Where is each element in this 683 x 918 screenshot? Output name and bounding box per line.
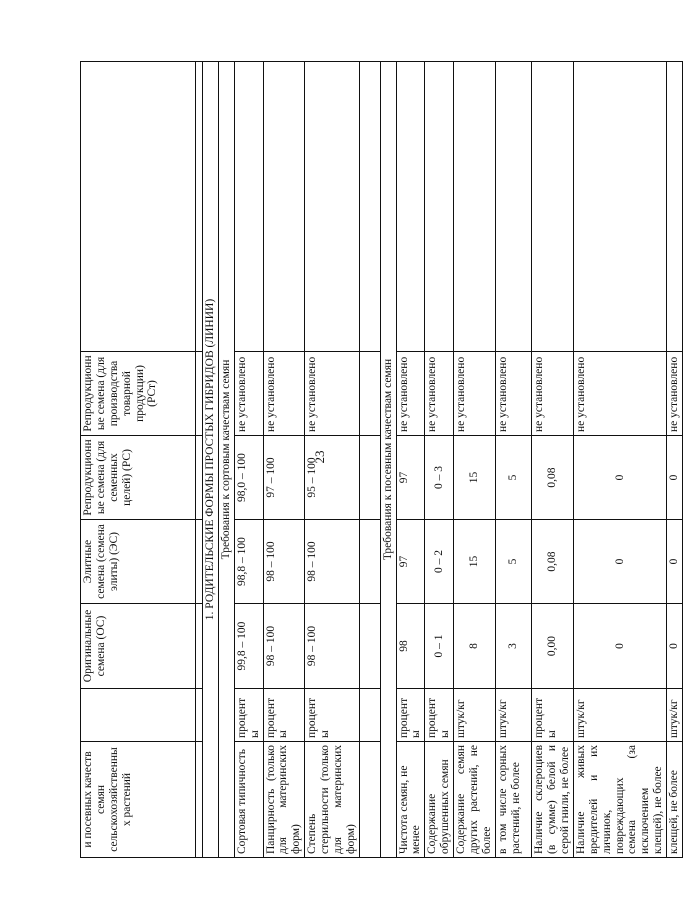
row-unit: штук/кг xyxy=(667,689,683,742)
value-rst: не установлено xyxy=(263,352,305,436)
value-os: 98 – 100 xyxy=(263,604,305,689)
value-es: 98 – 100 xyxy=(305,520,360,604)
value-rst: не установлено xyxy=(234,352,263,436)
value-os: 98 xyxy=(396,604,425,689)
value-rst: не установлено xyxy=(667,352,683,436)
varietal-title: Требования к сортовым качествам семян xyxy=(218,62,234,858)
value-es: 0 xyxy=(667,520,683,604)
value-rst: не установлено xyxy=(495,352,531,436)
value-rst: не установлено xyxy=(573,352,666,436)
row-name: в том числе сорных растений, не более xyxy=(495,742,531,858)
row-unit: проценты xyxy=(263,689,305,742)
table-row xyxy=(425,62,454,858)
value-os: 0 – 1 xyxy=(425,604,454,689)
row-name: Чистота семян, не менее xyxy=(396,742,425,858)
header-elite-seeds: Элитные семена (семена элиты) (ЭС) xyxy=(81,520,196,604)
row-unit: проценты xyxy=(234,689,263,742)
row-unit: проценты xyxy=(531,689,573,742)
value-os: 99,8 – 100 xyxy=(234,604,263,689)
value-os: 3 xyxy=(495,604,531,689)
value-rst: не установлено xyxy=(425,352,454,436)
row-name: Содержание семян других растений, не более xyxy=(454,742,496,858)
value-rs: 98,0 – 100 xyxy=(234,436,263,520)
value-rs: 95 – 100 xyxy=(305,436,360,520)
row-name: Панцирность (только для материнских форм) xyxy=(263,742,305,858)
row-unit: штук/кг xyxy=(454,689,496,742)
table-row xyxy=(305,62,360,858)
value-rs: 97 xyxy=(396,436,425,520)
section-title-row xyxy=(203,62,219,858)
table-row xyxy=(531,62,573,858)
row-unit: проценты xyxy=(305,689,360,742)
value-rst: не установлено xyxy=(396,352,425,436)
row-name: Наличие живых вредителей и их личинок, повреждающих семена (за исключением клещей), не более xyxy=(573,742,666,858)
value-es: 15 xyxy=(454,520,496,604)
value-rs: 0,08 xyxy=(531,436,573,520)
spacer-row xyxy=(196,62,203,858)
table-row xyxy=(454,62,496,858)
header-unit xyxy=(81,689,196,742)
row-name: Сортовая типичность xyxy=(234,742,263,858)
value-rst: не установлено xyxy=(305,352,360,436)
value-os: 0 xyxy=(573,604,666,689)
value-es: 98,8 – 100 xyxy=(234,520,263,604)
row-name: Наличие склероциев (в сумме) белой и серой гнили, не более xyxy=(531,742,573,858)
value-es: 97 xyxy=(396,520,425,604)
value-os: 8 xyxy=(454,604,496,689)
table-row xyxy=(667,62,683,858)
seed-requirements-table xyxy=(80,61,683,858)
row-unit: штук/кг xyxy=(495,689,531,742)
value-os: 0,00 xyxy=(531,604,573,689)
header-indicator: и посевных качеств семян сельскохозяйственных растений xyxy=(81,742,196,858)
rotated-table-container xyxy=(80,62,680,858)
value-es: 0 xyxy=(573,520,666,604)
row-name: Содержание обрушенных семян xyxy=(425,742,454,858)
header-reproduction-commercial-seeds: Репродукционные семена (для производства товарной продукции) (РСт) xyxy=(81,352,196,436)
value-rst: не установлено xyxy=(454,352,496,436)
value-os: 0 xyxy=(667,604,683,689)
value-os: 98 – 100 xyxy=(305,604,360,689)
value-es: 5 xyxy=(495,520,531,604)
header-blank xyxy=(81,62,196,352)
row-name: Степень стерильности (только для материнских форм) xyxy=(305,742,360,858)
table-row xyxy=(396,62,425,858)
sowing-title: Требования к посевным качествам семян xyxy=(380,62,396,858)
header-original-seeds: Оригинальные семена (ОС) xyxy=(81,604,196,689)
value-es: 0,08 xyxy=(531,520,573,604)
value-rst: не установлено xyxy=(531,352,573,436)
table-header-row xyxy=(81,62,196,858)
value-es: 0 – 2 xyxy=(425,520,454,604)
row-unit: проценты xyxy=(396,689,425,742)
value-rs: 5 xyxy=(495,436,531,520)
rotated-page-area xyxy=(80,62,680,858)
table-row xyxy=(234,62,263,858)
row-name: клещей, не более xyxy=(667,742,683,858)
row-unit: штук/кг xyxy=(573,689,666,742)
value-rs: 15 xyxy=(454,436,496,520)
value-rs: 97 – 100 xyxy=(263,436,305,520)
table-row xyxy=(495,62,531,858)
spacer-row xyxy=(359,62,380,858)
table-row xyxy=(573,62,666,858)
sowing-subheader-row xyxy=(380,62,396,858)
table-row xyxy=(263,62,305,858)
header-reproduction-seeds: Репродукционные семена (для семенных целей) (РС) xyxy=(81,436,196,520)
value-rs: 0 xyxy=(573,436,666,520)
varietal-subheader-row xyxy=(218,62,234,858)
value-rs: 0 xyxy=(667,436,683,520)
page-number: 23 xyxy=(312,450,327,464)
value-rs: 0 – 3 xyxy=(425,436,454,520)
section-title: 1. РОДИТЕЛЬСКИЕ ФОРМЫ ПРОСТЫХ ГИБРИДОВ (ЛИНИИ) xyxy=(203,62,219,858)
value-es: 98 – 100 xyxy=(263,520,305,604)
row-unit: проценты xyxy=(425,689,454,742)
